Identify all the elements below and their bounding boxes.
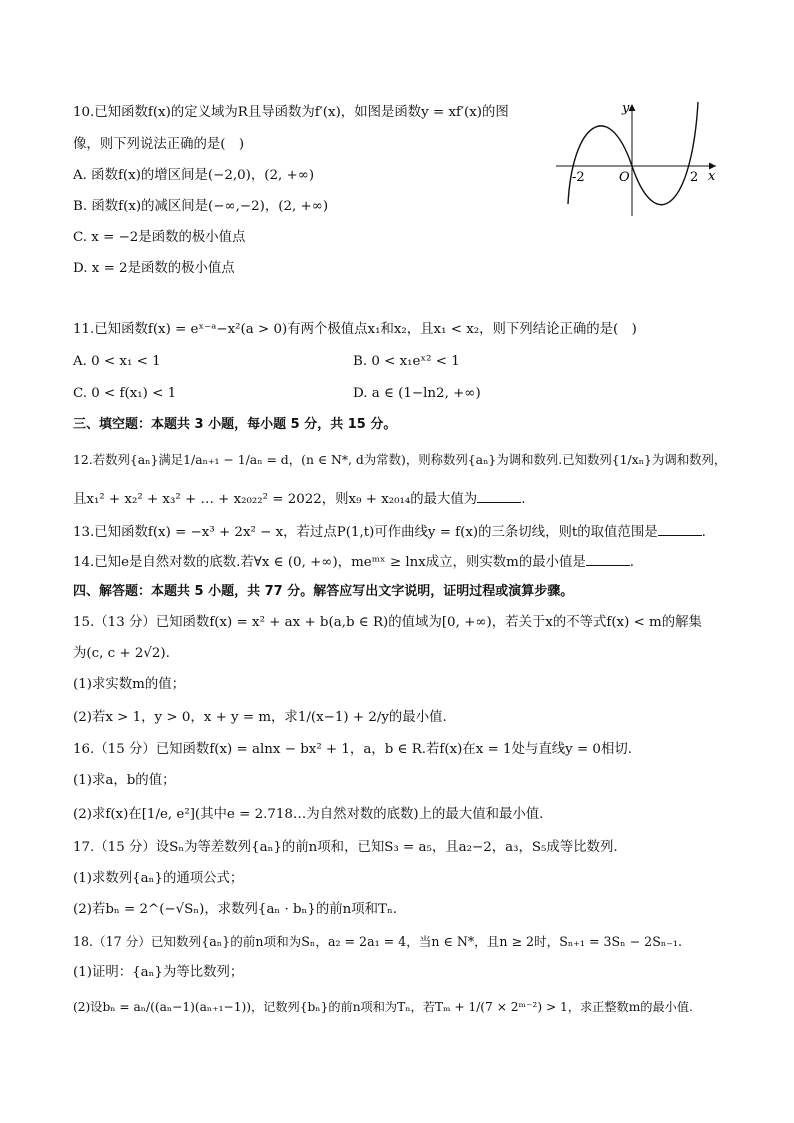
section-heading-fill-in: 三、填空题：本题共 3 小题，每小题 5 分，共 15 分。 [73, 417, 397, 432]
q12-line2 [73, 490, 525, 509]
q15-part1: (1)求实数m的值； [73, 677, 186, 692]
q11-option-d: D. a ∈ (1−ln2, +∞) [353, 386, 481, 401]
q10-option-b: B. 函数f(x)的减区间是(−∞,−2)，(2, +∞) [73, 199, 329, 214]
tick-label-neg-2: -2 [572, 170, 585, 185]
y-axis-label: y [622, 101, 630, 116]
q11-stem: 11.已知函数f(x) = eˣ⁻ᵃ−x²(a > 0)有两个极值点x₁和x₂，且x₁ < x₂，则下列结论正确的是( ) [73, 322, 637, 337]
origin-label: O [619, 170, 630, 185]
q16-part1: (1)求a，b的值； [73, 773, 176, 788]
curve-xfprime [568, 102, 698, 205]
q14-line [73, 553, 634, 572]
q10-stem-line1: 10.已知函数f(x)的定义域为R且导函数为f′(x)，如图是函数y = xf′(x)的图 [73, 105, 509, 120]
q13-text: 13.已知函数f(x) = −x³ + 2x² − x，若过点P(1,t)可作曲线y = f(x)的三条切线，则t的取值范围是 [73, 525, 658, 540]
q14-text: 14.已知e是自然对数的底数.若∀x ∈ (0, +∞)，meᵐˣ ≥ lnx成立，则实数m的最小值是 [73, 555, 586, 570]
q13-end-period: . [701, 525, 706, 540]
q17-part1: (1)求数列{aₙ}的通项公式； [73, 871, 244, 886]
q18-part2: (2)设bₙ = aₙ/((aₙ−1)(aₙ₊₁−1))，记数列{bₙ}的前n项和为Tₙ，若Tₘ + 1/(7 × 2ᵐ⁻²) > 1，求正整数m的最小值. [73, 1000, 693, 1014]
q12-line1: 12.若数列{aₙ}满足1/aₙ₊₁ − 1/aₙ = d，(n ∈ N*, d为常数)，则称数列{aₙ}为调和数列.已知数列{1/xₙ}为调和数列， [73, 452, 727, 467]
q17-part2: (2)若bₙ = 2^(−√Sₙ)，求数列{aₙ · bₙ}的前n项和Tₙ. [73, 902, 398, 917]
q11-option-a: A. 0 < x₁ < 1 [73, 354, 161, 369]
q14-end-period: . [629, 555, 635, 570]
x-axis-label: x [708, 169, 716, 184]
q10-option-c: C. x = −2是函数的极小值点 [73, 230, 246, 245]
q12-end-period: . [521, 492, 526, 507]
q18-part1: (1)证明：{aₙ}为等比数列； [73, 965, 244, 980]
q17-line1: 17.（15 分）设Sₙ为等差数列{aₙ}的前n项和，已知S₃ = a₅，且a₂−2，a₃，S₅成等比数列. [73, 840, 618, 855]
y-axis-arrow [629, 104, 636, 111]
q16-part2: (2)求f(x)在[1/e, e²](其中e = 2.718…为自然对数的底数)上的最大值和最小值. [73, 807, 544, 822]
q12-answer-blank[interactable] [477, 490, 521, 503]
q15-line2: 为(c, c + 2√2). [73, 646, 170, 661]
q13-answer-blank[interactable] [658, 523, 702, 536]
q10-function-graph [556, 100, 726, 218]
q10-option-d: D. x = 2是函数的极小值点 [73, 261, 235, 276]
q10-option-a: A. 函数f(x)的增区间是(−2,0)，(2, +∞) [73, 168, 315, 183]
q14-answer-blank[interactable] [586, 553, 630, 566]
q16-line1: 16.（15 分）已知函数f(x) = alnx − bx² + 1，a，b ∈ R.若f(x)在x = 1处与直线y = 0相切. [73, 742, 632, 757]
section-heading-solutions: 四、解答题：本题共 5 小题，共 77 分。解答应写出文字说明，证明过程或演算步骤。 [73, 584, 574, 599]
tick-label-2: 2 [690, 170, 699, 185]
q10-stem-line2: 像，则下列说法正确的是( ) [73, 137, 245, 152]
q13-line [73, 523, 706, 542]
q15-line1: 15.（13 分）已知函数f(x) = x² + ax + b(a,b ∈ R)的值域为[0, +∞)，若关于x的不等式f(x) < m的解集 [73, 615, 702, 630]
q11-option-c: C. 0 < f(x₁) < 1 [73, 386, 177, 401]
q15-part2: (2)若x > 1，y > 0，x + y = m，求1/(x−1) + 2/y的最小值. [73, 710, 447, 725]
q18-line1: 18.（17 分）已知数列{aₙ}的前n项和为Sₙ，a₂ = 2a₁ = 4，当n ∈ N*，且n ≥ 2时，Sₙ₊₁ = 3Sₙ − 2Sₙ₋₁. [73, 934, 682, 949]
q12-line2-text: 且x₁² + x₂² + x₃² + … + x₂₀₂₂² = 2022，则x₉ + x₂₀₁₄的最大值为 [73, 492, 478, 507]
q11-option-b: B. 0 < x₁eˣ² < 1 [353, 354, 460, 369]
